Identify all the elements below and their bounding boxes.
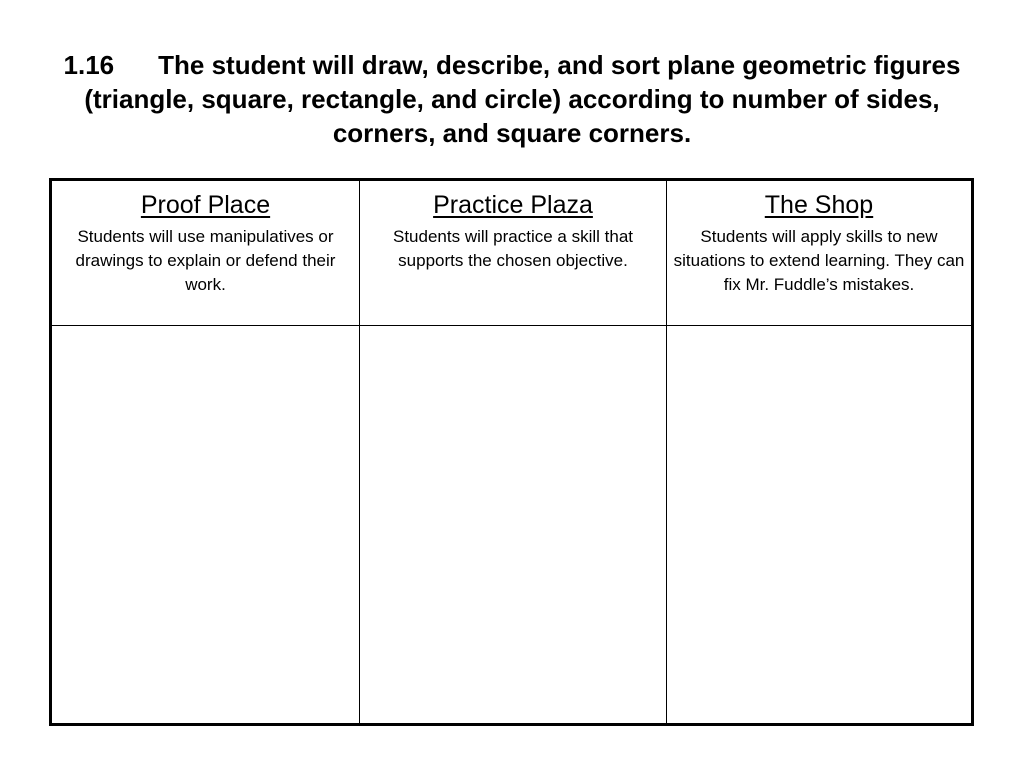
work-area-the-shop (667, 326, 971, 723)
column-header-practice-plaza (360, 181, 667, 326)
objective-number: 1.16 (63, 50, 115, 80)
column-heading: Proof Place (140, 191, 271, 219)
work-area-proof-place (52, 326, 360, 723)
column-header-the-shop (667, 181, 971, 326)
activity-table (49, 178, 974, 726)
column-header-proof-place (52, 181, 360, 326)
column-description: Students will apply skills to new situations to extend learning. They can fix Mr. Fuddle’s mistakes. (673, 227, 965, 294)
column-description: Students will use manipulatives or drawings to explain or defend their work. (75, 227, 336, 294)
slide-title (40, 48, 984, 150)
column-description: Students will practice a skill that supports the chosen objective. (393, 227, 633, 270)
objective-text: The student will draw, describe, and sort plane geometric figures (triangle, square, rectangle, and circle) according to number of sides, corners, and square corners. (84, 50, 961, 148)
work-area-practice-plaza (360, 326, 667, 723)
column-heading: Practice Plaza (433, 191, 593, 219)
column-heading: The Shop (764, 191, 874, 219)
